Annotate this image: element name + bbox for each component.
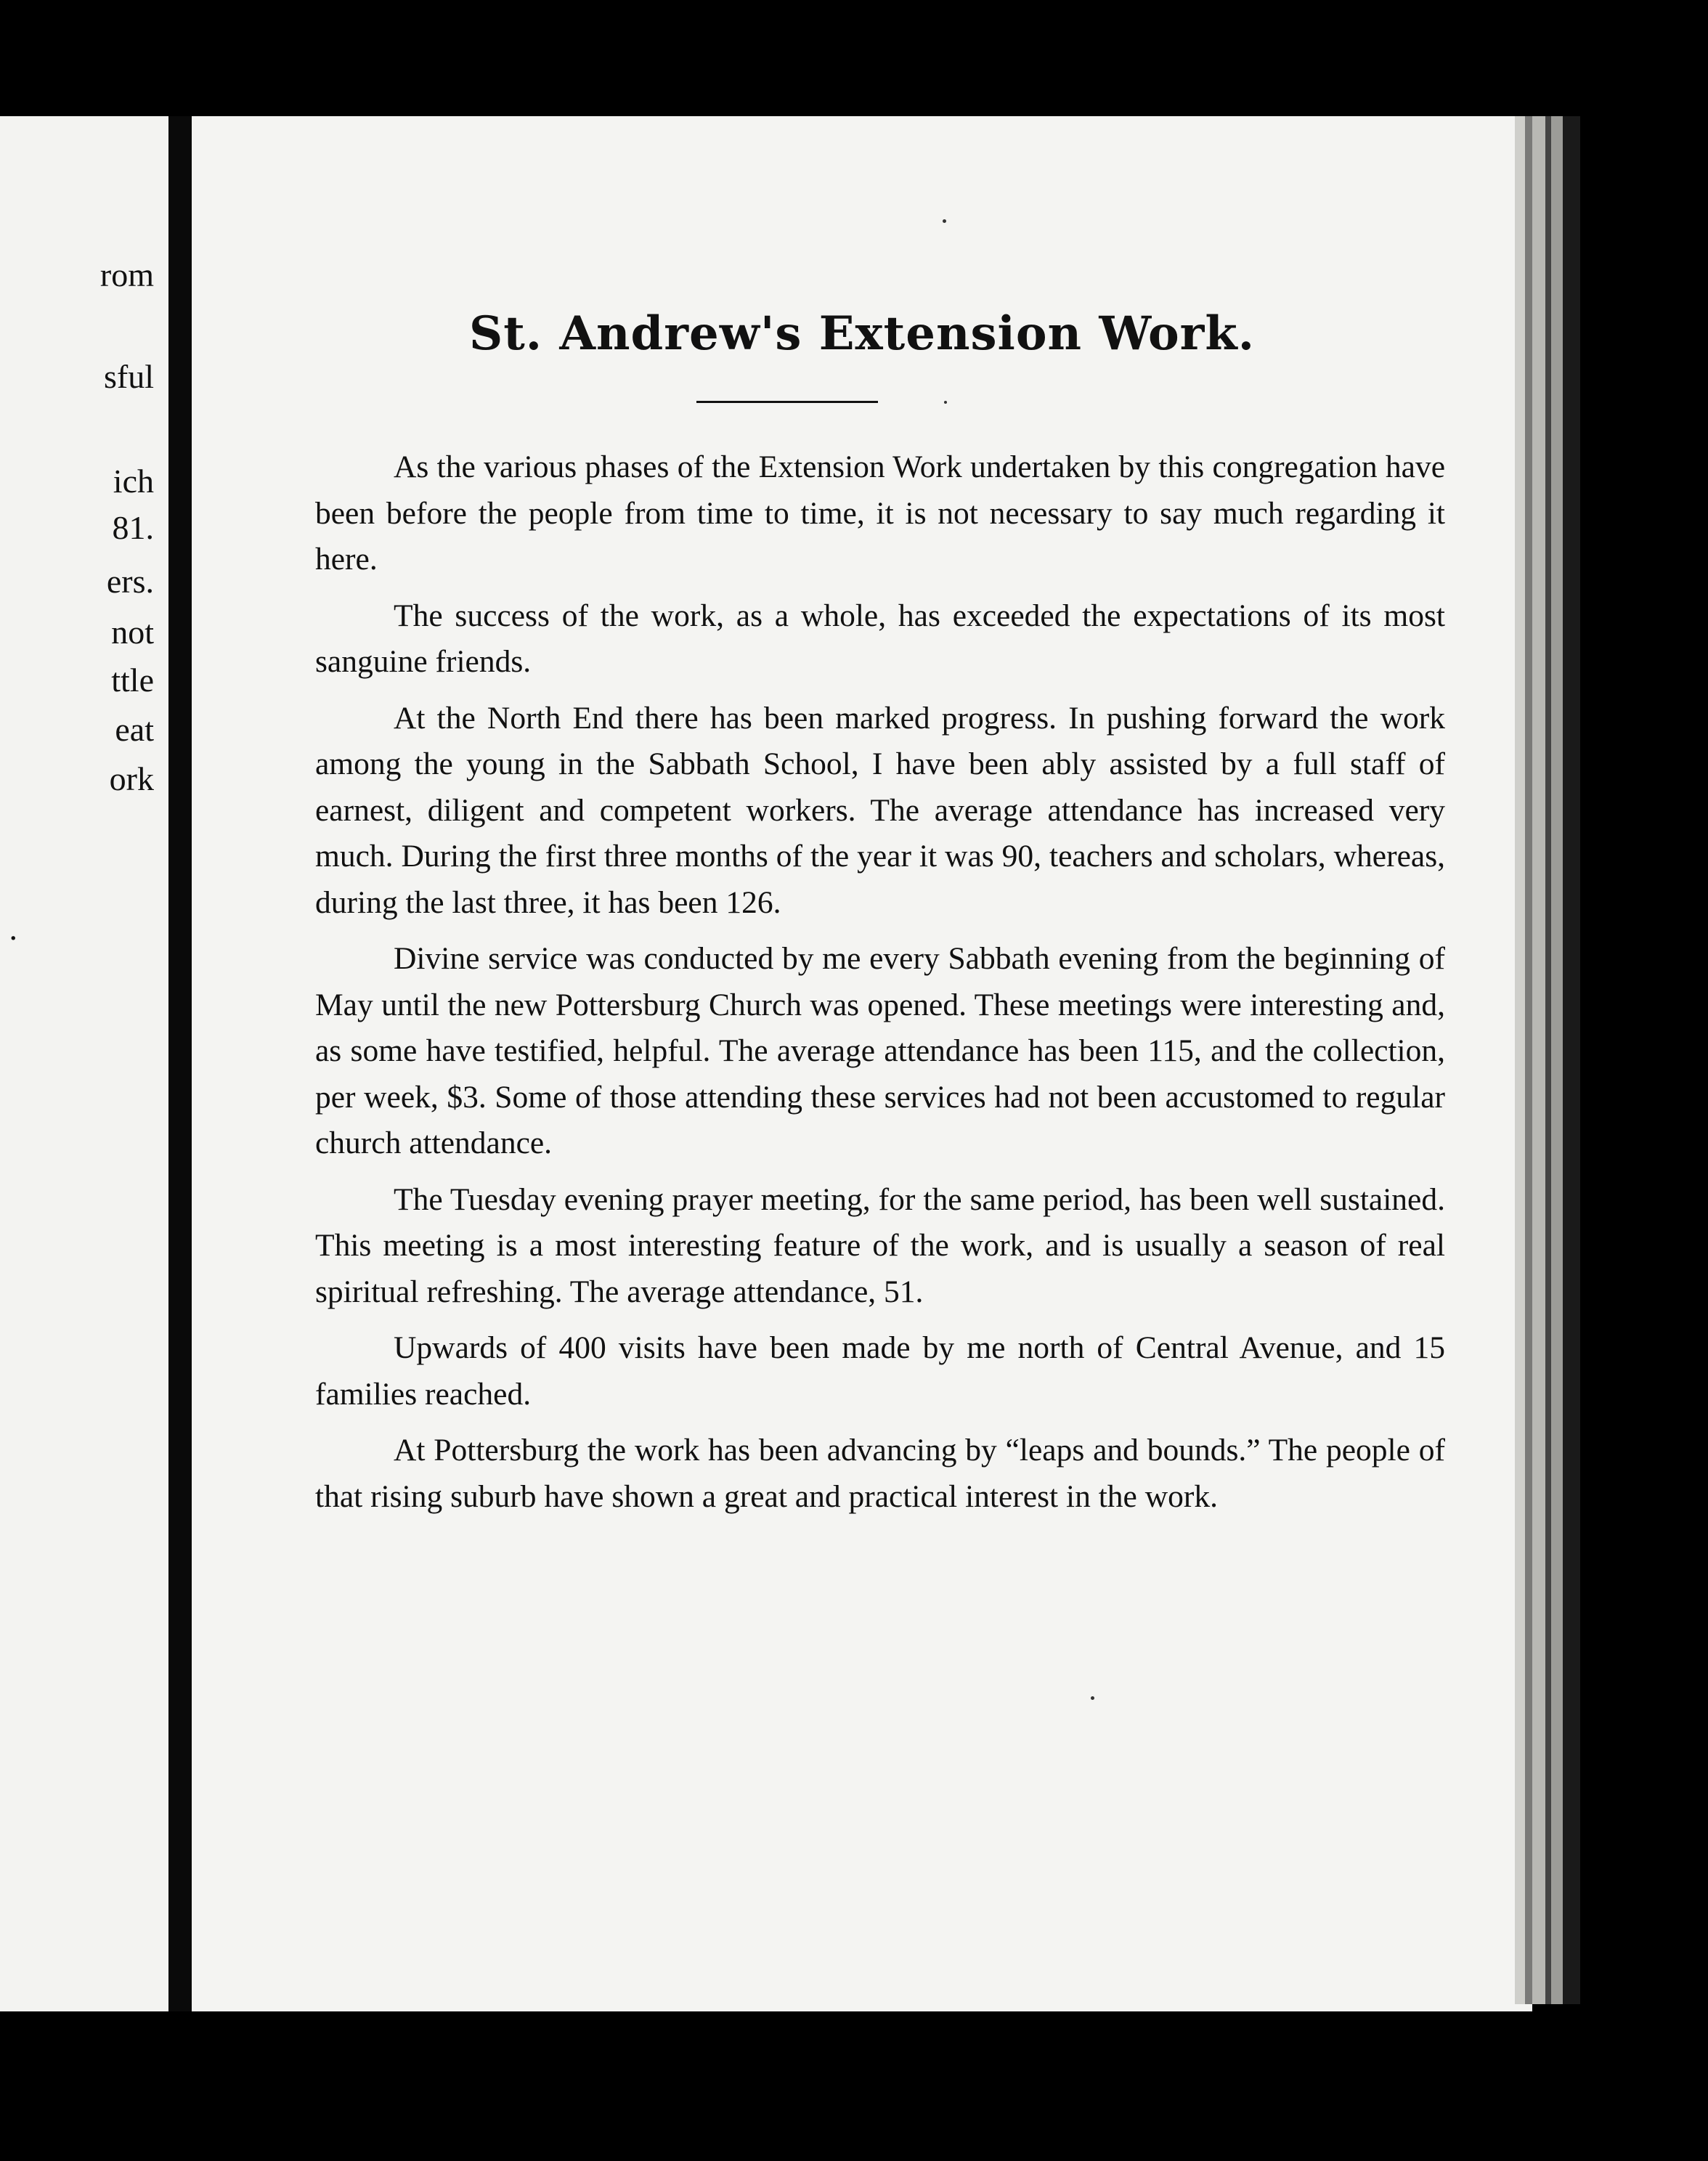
left-fragment: ttle bbox=[111, 662, 154, 699]
paragraph: The Tuesday evening prayer meeting, for the same period, has been well sustained. This meeting is a most interesting feature of the work, and is usually a season of real spiritual refreshing. The average attendance, 51. bbox=[315, 1181, 1445, 1309]
paragraph: At Pottersburg the work has been advancing by “leaps and bounds.” The people of that rising suburb have shown a great and practical interest in the work. bbox=[315, 1433, 1445, 1514]
left-fragment: eat bbox=[115, 711, 154, 748]
paper-speck bbox=[943, 219, 946, 223]
left-fragment: ers. bbox=[106, 563, 154, 600]
right-page bbox=[192, 116, 1532, 2011]
left-fragment: not bbox=[111, 614, 154, 651]
left-fragment: . bbox=[9, 910, 17, 947]
paragraph: As the various phases of the Extension Work undertaken by this congregation have been before the people from time to time, it is not necessary to say much regarding it here. bbox=[315, 449, 1445, 577]
left-page-text-fragments bbox=[0, 116, 168, 2011]
left-fragment: rom bbox=[99, 256, 154, 293]
left-page bbox=[0, 116, 168, 2011]
page-body bbox=[315, 444, 1445, 1530]
left-fragment: ork bbox=[109, 760, 154, 797]
paragraph: At the North End there has been marked progress. In pushing forward the work among the young in the Sabbath School, I have been ably assisted by a full staff of earnest, diligent and competent workers. The average attendance has increased very much. During the first three months of the year it was 90, teachers and scholars, whereas, during the last three, it has been 126. bbox=[315, 700, 1445, 920]
left-fragment: ich bbox=[113, 463, 154, 500]
paragraph: Upwards of 400 visits have been made by me north of Central Avenue, and 15 families reached. bbox=[315, 1330, 1445, 1412]
left-fragment: sful bbox=[104, 358, 154, 395]
book-gutter bbox=[168, 116, 192, 2011]
left-fragment: 81. bbox=[112, 509, 154, 546]
title-rule bbox=[696, 401, 878, 403]
paragraph: The success of the work, as a whole, has exceeded the expectations of its most sanguine friends. bbox=[315, 598, 1445, 679]
page-title: St. Andrew's Extension Work. bbox=[469, 306, 1255, 361]
paper-speck bbox=[1091, 1696, 1094, 1700]
paper-speck bbox=[944, 401, 947, 404]
page-edges bbox=[1515, 116, 1580, 2004]
paragraph: Divine service was conducted by me every Sabbath evening from the beginning of May until the new Pottersburg Church was opened. These meetings were interesting and, as some have testified, helpful. The average attendance has been 115, and the collection, per week, $3. Some of those attending these services had not been accustomed to regular church attendance. bbox=[315, 941, 1445, 1160]
